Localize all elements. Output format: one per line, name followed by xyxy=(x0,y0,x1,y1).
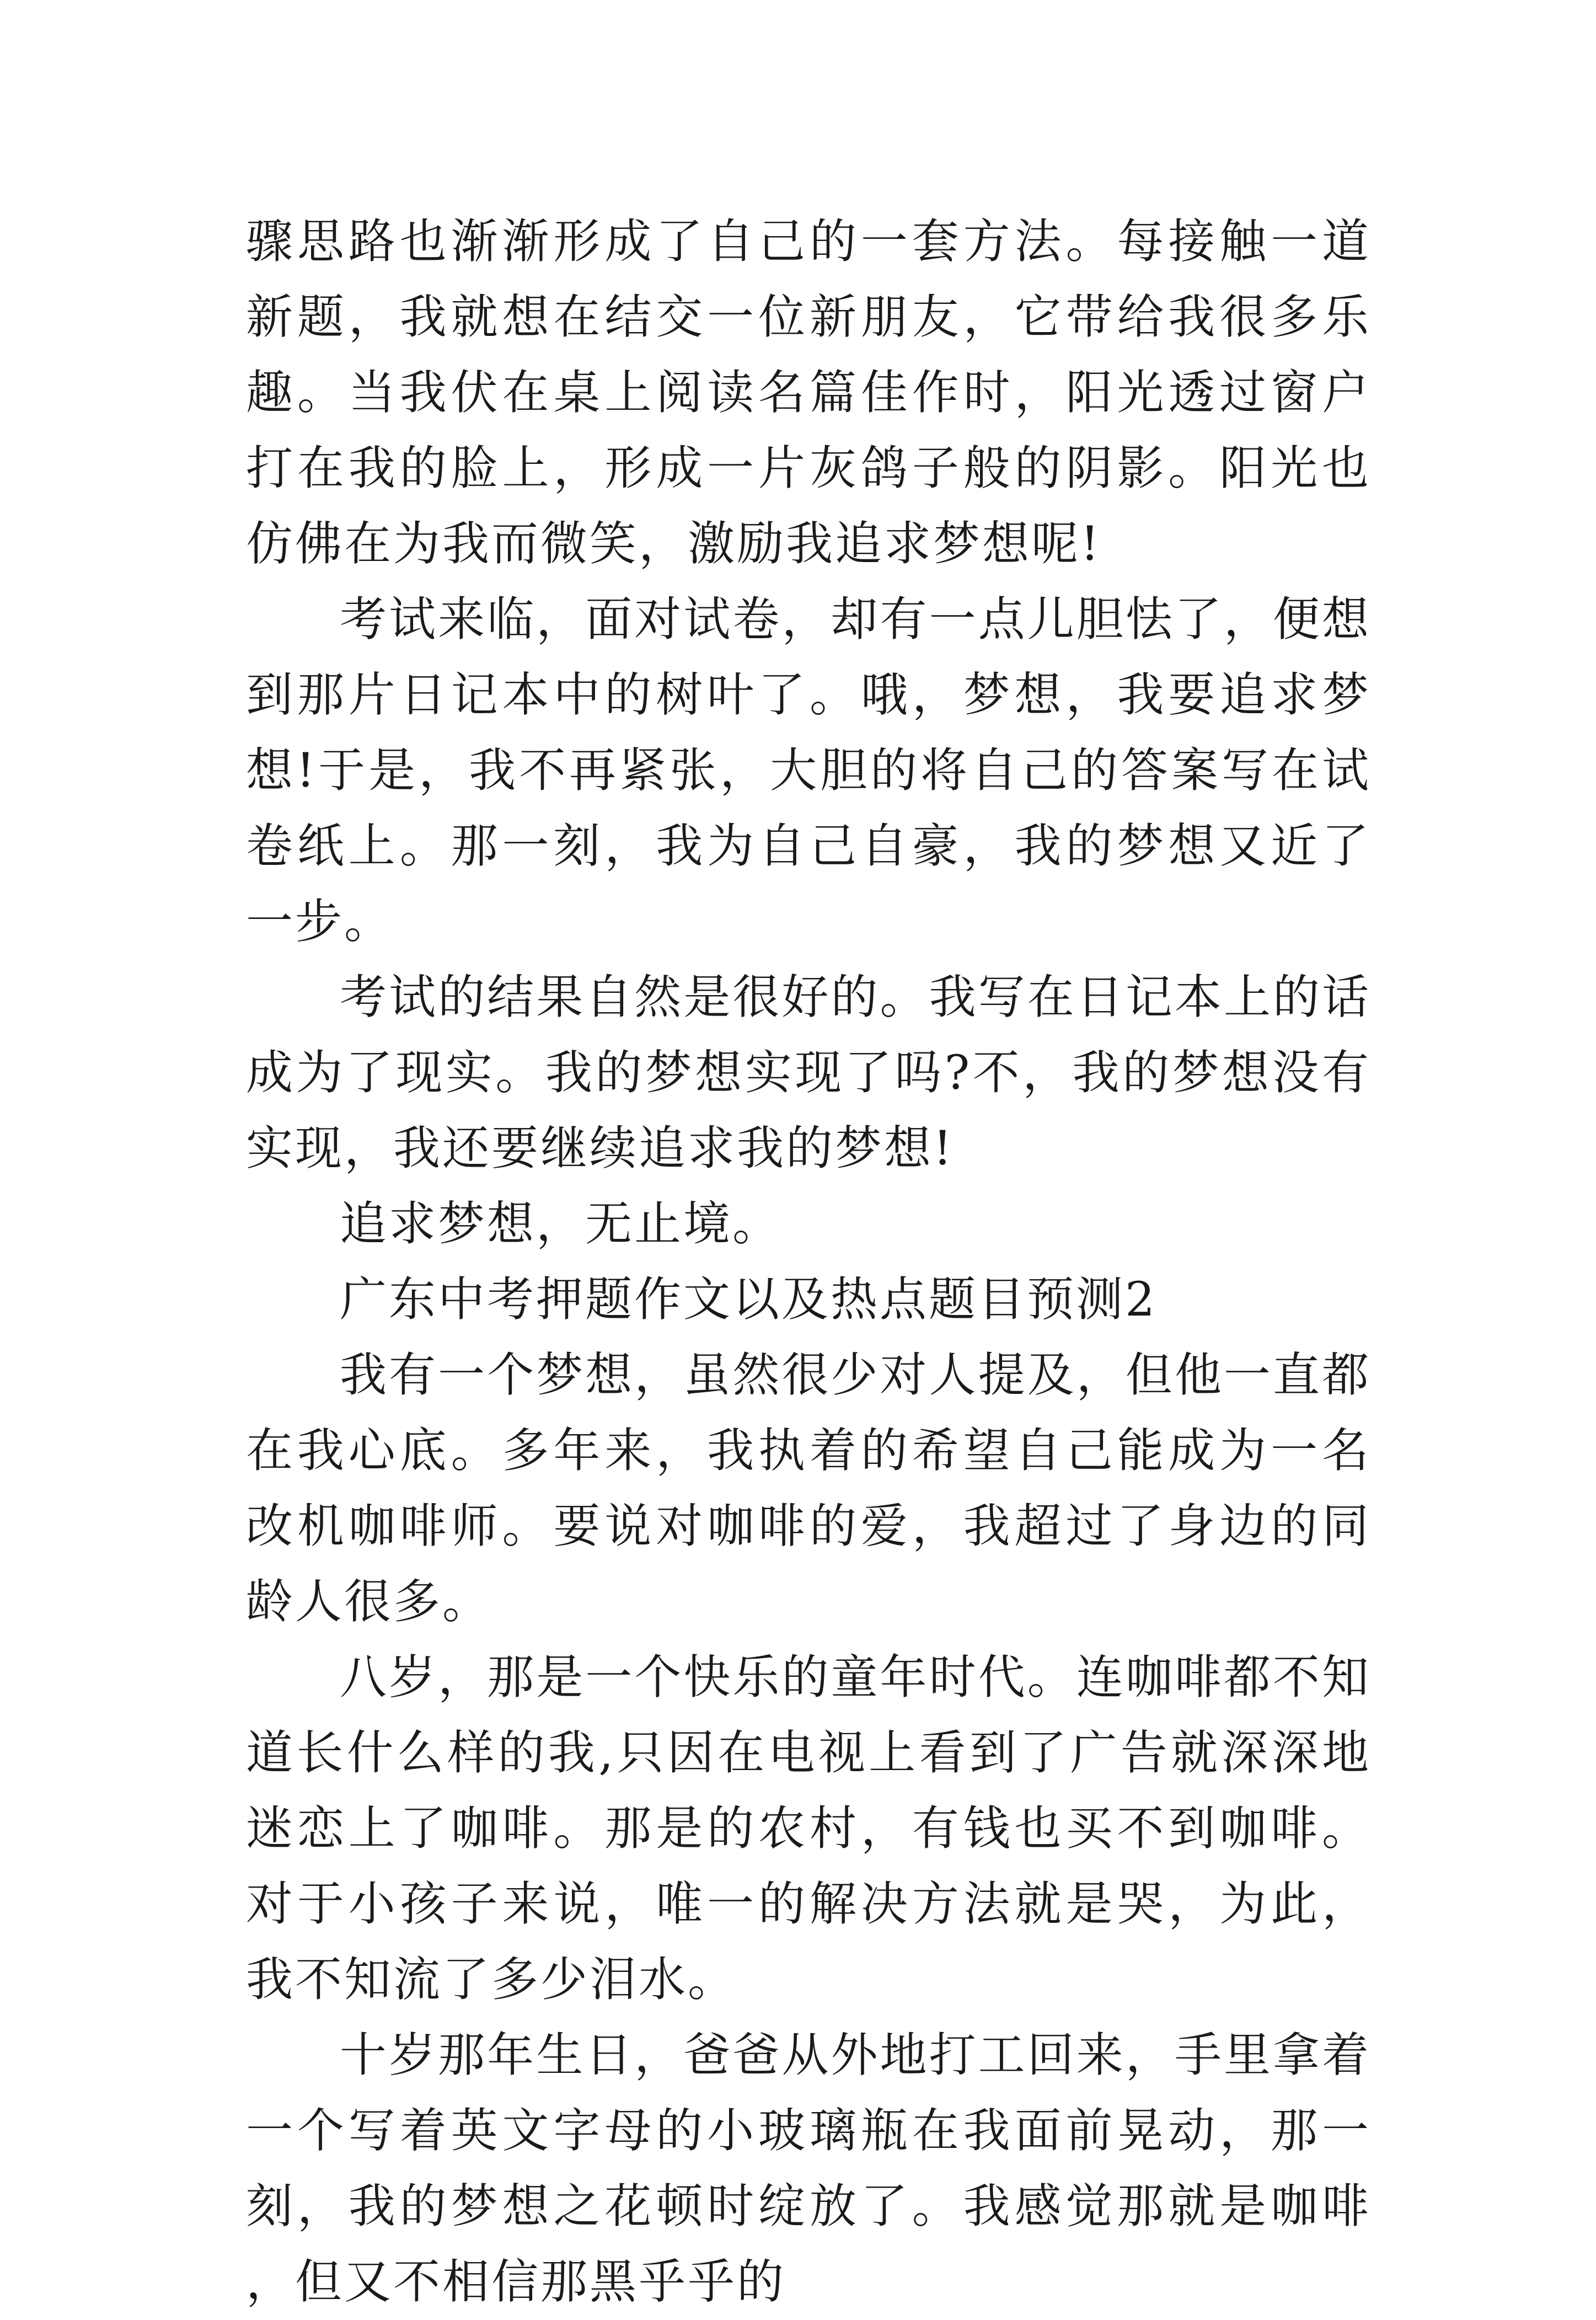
paragraph-7: 十岁那年生日，爸爸从外地打工回来，手里拿着一个写着英文字母的小玻璃瓶在我面前晃动，那一刻，我的梦想之花顿时绽放了。我感觉那就是咖啡，但又不相信那黑乎乎的 xyxy=(246,2028,1371,2310)
paragraph-3: 考试的结果自然是很好的。我写在日记本上的话成为了现实。我的梦想实现了吗?不，我的梦想没有实现，我还要继续追求我的梦想! xyxy=(246,970,1371,1176)
section-heading: 广东中考押题作文以及热点题目预测2 xyxy=(340,1273,1158,1327)
paragraph-2: 考试来临，面对试卷，却有一点儿胆怯了，便想到那片日记本中的树叶了。哦，梦想，我要追求梦想!于是，我不再紧张，大胆的将自己的答案写在试卷纸上。那一刻，我为自己自豪，我的梦想又近了一步。 xyxy=(246,592,1371,949)
paragraph-6: 八岁，那是一个快乐的童年时代。连咖啡都不知道长什么样的我,只因在电视上看到了广告就深深地迷恋上了咖啡。那是的农村，有钱也买不到咖啡。对于小孩子来说，唯一的解决方法就是哭，为此，我不知流了多少泪水。 xyxy=(246,1650,1371,2007)
document-body xyxy=(246,204,1371,2320)
paragraph-5: 我有一个梦想，虽然很少对人提及，但他一直都在我心底。多年来，我执着的希望自己能成为一名改机咖啡师。要说对咖啡的爱，我超过了身边的同龄人很多。 xyxy=(246,1348,1371,1629)
paragraph-4: 追求梦想，无止境。 xyxy=(340,1197,782,1252)
paragraph-1: 骤思路也渐渐形成了自己的一套方法。每接触一道新题，我就想在结交一位新朋友，它带给我很多乐趣。当我伏在桌上阅读名篇佳作时，阳光透过窗户打在我的脸上，形成一片灰鸽子般的阴影。阳光也仿佛在为我而微笑，激励我追求梦想呢! xyxy=(246,215,1371,571)
